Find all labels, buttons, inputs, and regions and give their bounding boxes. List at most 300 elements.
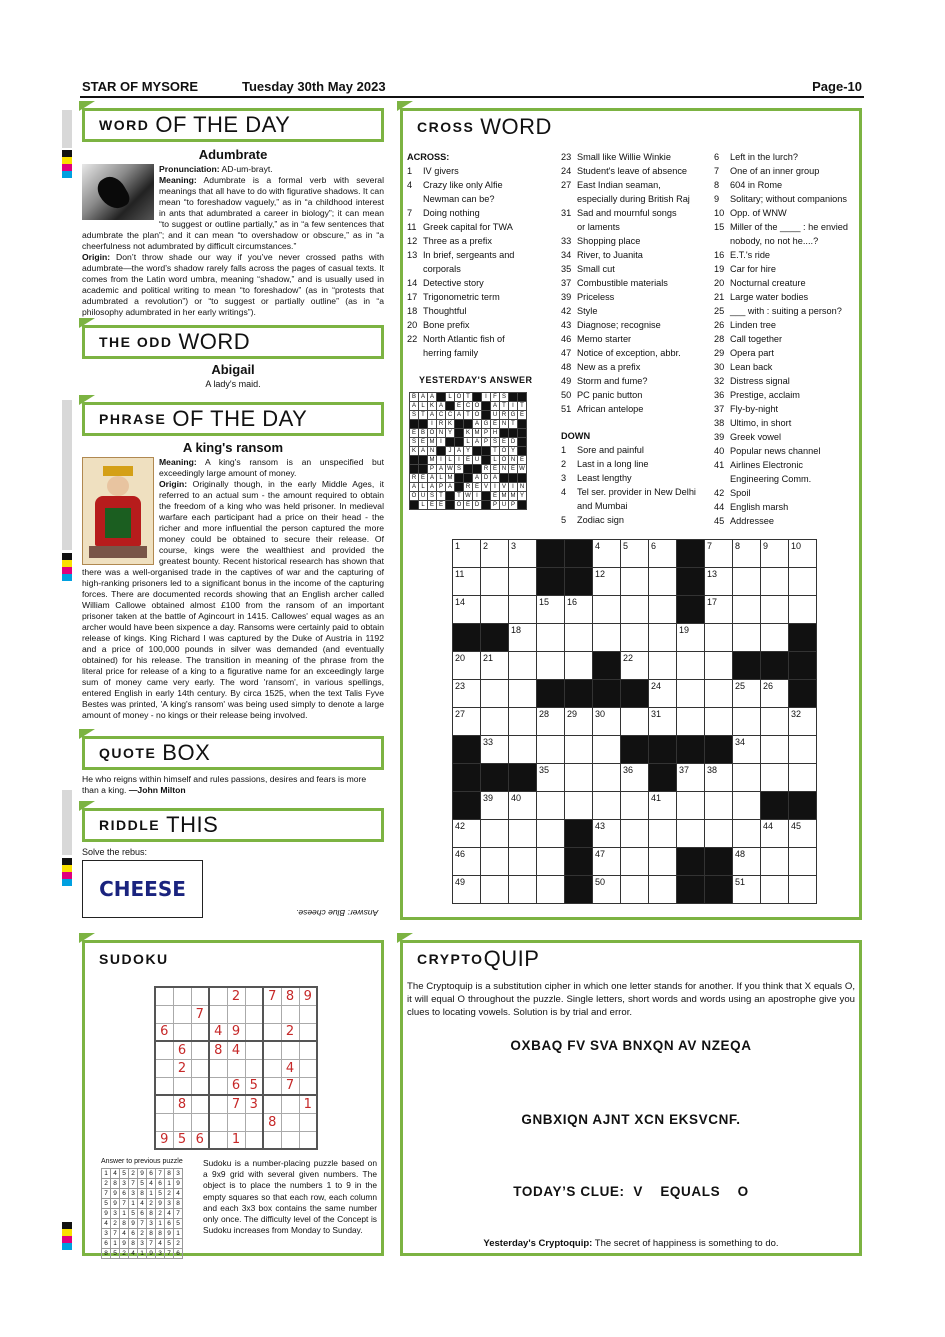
sudoku-cell[interactable]: 4 xyxy=(227,1041,245,1059)
sudoku-cell[interactable] xyxy=(299,1041,317,1059)
sudoku-cell[interactable] xyxy=(299,1005,317,1023)
sudoku-cell[interactable]: 2 xyxy=(227,987,245,1005)
black-square xyxy=(455,474,464,483)
crossword-cell[interactable]: 20 xyxy=(453,652,481,680)
sudoku-cell[interactable] xyxy=(245,1131,263,1149)
crossword-cell[interactable] xyxy=(565,652,593,680)
crossword-cell[interactable]: 43 xyxy=(593,820,621,848)
answer-cell: I xyxy=(437,456,446,465)
cryptoquip-line-2: GNBXIQN AJNT XCN EKSVCNF. xyxy=(521,1112,741,1127)
answer-cell: Y xyxy=(464,447,473,456)
sudoku-cell[interactable]: 7 xyxy=(227,1095,245,1113)
crossword-cell[interactable]: 15 xyxy=(537,596,565,624)
crossword-clue: 32 Distress signal xyxy=(714,376,790,386)
crossword-cell[interactable] xyxy=(789,876,817,904)
crossword-cell[interactable] xyxy=(537,876,565,904)
sudoku-cell[interactable]: 9 xyxy=(155,1131,173,1149)
crossword-cell[interactable] xyxy=(481,568,509,596)
sudoku-cell[interactable] xyxy=(173,1113,191,1131)
crossword-cell[interactable]: 2 xyxy=(481,540,509,568)
down-clues-col3 xyxy=(714,150,859,528)
crossword-cell[interactable] xyxy=(705,708,733,736)
sudoku-cell[interactable] xyxy=(173,987,191,1005)
sudoku-cell[interactable] xyxy=(209,1077,227,1095)
crossword-cell[interactable] xyxy=(761,876,789,904)
answer-cell: N xyxy=(500,465,509,474)
crossword-cell[interactable] xyxy=(789,568,817,596)
crossword-cell[interactable]: 22 xyxy=(621,652,649,680)
answer-cell: O xyxy=(428,429,437,438)
crossword-cell[interactable]: 8 xyxy=(733,540,761,568)
crossword-cell[interactable] xyxy=(677,792,705,820)
sudoku-cell[interactable]: 6 xyxy=(173,1041,191,1059)
crossword-cell[interactable]: 24 xyxy=(649,680,677,708)
sudoku-answer-cell: 8 xyxy=(147,1209,156,1219)
crossword-cell[interactable] xyxy=(733,624,761,652)
crossword-clue: 29 Opera part xyxy=(714,348,774,358)
sudoku-cell[interactable]: 3 xyxy=(245,1095,263,1113)
answer-cell: E xyxy=(464,501,473,510)
crossword-cell[interactable] xyxy=(733,820,761,848)
crossword-cell[interactable] xyxy=(733,708,761,736)
crossword-cell[interactable] xyxy=(509,848,537,876)
sudoku-answer-cell: 9 xyxy=(156,1199,165,1209)
answer-cell: C xyxy=(464,402,473,411)
crossword-cell[interactable] xyxy=(565,624,593,652)
sudoku-cell[interactable]: 9 xyxy=(227,1023,245,1041)
crossword-cell[interactable]: 47 xyxy=(593,848,621,876)
sudoku-cell[interactable] xyxy=(191,1113,209,1131)
crossword-cell[interactable]: 34 xyxy=(733,736,761,764)
crossword-cell[interactable]: 35 xyxy=(537,764,565,792)
crossword-clue: 51 African antelope xyxy=(561,404,644,414)
sudoku-cell[interactable]: 6 xyxy=(227,1077,245,1095)
crossword-cell[interactable] xyxy=(481,820,509,848)
crossword-cell[interactable] xyxy=(537,624,565,652)
sudoku-cell[interactable]: 8 xyxy=(263,1113,281,1131)
crossword-cell[interactable]: 32 xyxy=(789,708,817,736)
crossword-cell[interactable] xyxy=(761,568,789,596)
crossword-cell[interactable]: 11 xyxy=(453,568,481,596)
black-square xyxy=(509,764,537,792)
crossword-cell[interactable] xyxy=(761,736,789,764)
crossword-cell[interactable] xyxy=(509,708,537,736)
crossword-cell[interactable] xyxy=(509,596,537,624)
crossword-cell[interactable] xyxy=(677,708,705,736)
black-square xyxy=(410,465,419,474)
crossword-cell[interactable] xyxy=(481,680,509,708)
sudoku-cell[interactable]: 5 xyxy=(173,1131,191,1149)
sudoku-answer-cell: 7 xyxy=(165,1249,174,1259)
sudoku-cell[interactable]: 7 xyxy=(281,1077,299,1095)
sudoku-cell[interactable]: 2 xyxy=(281,1023,299,1041)
sudoku-cell[interactable] xyxy=(281,1005,299,1023)
answer-cell: O xyxy=(500,447,509,456)
sudoku-cell[interactable] xyxy=(281,1131,299,1149)
sudoku-cell[interactable] xyxy=(209,1095,227,1113)
answer-cell: P xyxy=(482,429,491,438)
sudoku-cell[interactable] xyxy=(263,1023,281,1041)
sudoku-answer-cell: 4 xyxy=(165,1209,174,1219)
crossword-cell[interactable]: 3 xyxy=(509,540,537,568)
answer-cell: I xyxy=(455,456,464,465)
crossword-cell[interactable] xyxy=(509,680,537,708)
crossword-cell[interactable] xyxy=(649,596,677,624)
crossword-cell[interactable]: 16 xyxy=(565,596,593,624)
sudoku-cell[interactable] xyxy=(191,1077,209,1095)
crossword-cell[interactable]: 7 xyxy=(705,540,733,568)
answer-cell: A xyxy=(473,420,482,429)
crossword-cell[interactable] xyxy=(621,848,649,876)
crossword-cell[interactable] xyxy=(509,568,537,596)
crossword-cell[interactable]: 28 xyxy=(537,708,565,736)
crossword-cell[interactable] xyxy=(677,652,705,680)
crossword-cell[interactable]: 33 xyxy=(481,736,509,764)
crossword-cell[interactable] xyxy=(761,848,789,876)
crossword-cell[interactable] xyxy=(649,652,677,680)
crossword-cell[interactable]: 48 xyxy=(733,848,761,876)
crossword-clue: 7 Doing nothing xyxy=(407,208,480,218)
sudoku-cell[interactable]: 2 xyxy=(173,1059,191,1077)
black-square xyxy=(677,540,705,568)
crossword-cell[interactable] xyxy=(621,820,649,848)
sudoku-cell[interactable] xyxy=(155,1113,173,1131)
crossword-cell[interactable] xyxy=(481,596,509,624)
sudoku-answer-cell: 5 xyxy=(138,1179,147,1189)
crossword-grid[interactable] xyxy=(452,539,817,904)
crossword-cell[interactable] xyxy=(789,764,817,792)
sudoku-cell[interactable] xyxy=(191,1023,209,1041)
crossword-cell[interactable] xyxy=(733,568,761,596)
sudoku-cell[interactable] xyxy=(299,1131,317,1149)
crossword-cell[interactable]: 25 xyxy=(733,680,761,708)
crossword-cell[interactable] xyxy=(733,792,761,820)
black-square xyxy=(500,474,509,483)
crossword-cell[interactable]: 37 xyxy=(677,764,705,792)
black-square xyxy=(565,848,593,876)
crossword-cell[interactable]: 18 xyxy=(509,624,537,652)
sudoku-cell[interactable] xyxy=(191,1095,209,1113)
answer-cell: E xyxy=(518,411,527,420)
sudoku-answer-cell: 1 xyxy=(165,1179,174,1189)
crossword-cell[interactable] xyxy=(537,792,565,820)
sudoku-cell[interactable]: 8 xyxy=(281,987,299,1005)
sudoku-cell[interactable] xyxy=(227,1113,245,1131)
crossword-cell[interactable]: 9 xyxy=(761,540,789,568)
crossword-cell[interactable] xyxy=(649,876,677,904)
crossword-cell[interactable] xyxy=(481,708,509,736)
sudoku-cell[interactable]: 1 xyxy=(299,1095,317,1113)
crossword-cell[interactable]: 6 xyxy=(649,540,677,568)
black-square xyxy=(621,736,649,764)
sudoku-answer-cell: 5 xyxy=(102,1199,111,1209)
crossword-cell[interactable] xyxy=(649,568,677,596)
crossword-cell[interactable]: 23 xyxy=(453,680,481,708)
crossword-cell[interactable] xyxy=(565,764,593,792)
sudoku-cell[interactable] xyxy=(209,1059,227,1077)
crossword-cell[interactable] xyxy=(649,624,677,652)
sudoku-cell[interactable] xyxy=(209,1131,227,1149)
black-square xyxy=(565,820,593,848)
sudoku-cell[interactable] xyxy=(245,1041,263,1059)
crossword-cell[interactable] xyxy=(789,736,817,764)
sudoku-cell[interactable] xyxy=(155,1059,173,1077)
sudoku-cell[interactable] xyxy=(191,987,209,1005)
answer-cell: Y xyxy=(518,492,527,501)
crossword-cell[interactable]: 30 xyxy=(593,708,621,736)
sudoku-cell[interactable] xyxy=(281,1041,299,1059)
sudoku-cell[interactable] xyxy=(245,1023,263,1041)
sudoku-cell[interactable]: 9 xyxy=(299,987,317,1005)
crossword-cell[interactable] xyxy=(565,736,593,764)
sudoku-cell[interactable] xyxy=(245,1059,263,1077)
riddle-rebus: CHEESE xyxy=(82,860,203,918)
crossword-clue: 33 Shopping place xyxy=(561,236,641,246)
crossword-cell[interactable]: 10 xyxy=(789,540,817,568)
sudoku-answer-cell: 2 xyxy=(147,1199,156,1209)
black-square xyxy=(410,456,419,465)
sudoku-cell[interactable] xyxy=(173,1005,191,1023)
sudoku-cell[interactable] xyxy=(263,1059,281,1077)
crossword-cell[interactable] xyxy=(705,652,733,680)
crossword-cell[interactable] xyxy=(761,596,789,624)
black-square xyxy=(705,876,733,904)
sudoku-answer-cell: 6 xyxy=(129,1229,138,1239)
crossword-cell[interactable]: 36 xyxy=(621,764,649,792)
crossword-cell[interactable]: 41 xyxy=(649,792,677,820)
answer-cell: D xyxy=(473,501,482,510)
crossword-cell[interactable] xyxy=(509,736,537,764)
sudoku-cell[interactable] xyxy=(281,1095,299,1113)
sudoku-cell[interactable]: 6 xyxy=(155,1023,173,1041)
crossword-cell[interactable]: 42 xyxy=(453,820,481,848)
crossword-cell[interactable]: 50 xyxy=(593,876,621,904)
crossword-cell[interactable]: 19 xyxy=(677,624,705,652)
crossword-cell[interactable] xyxy=(537,652,565,680)
answer-cell: T xyxy=(491,447,500,456)
sudoku-cell[interactable]: 7 xyxy=(263,987,281,1005)
crossword-cell[interactable] xyxy=(705,680,733,708)
crossword-cell[interactable] xyxy=(593,764,621,792)
answer-cell: P xyxy=(437,483,446,492)
sudoku-cell[interactable] xyxy=(209,987,227,1005)
sudoku-cell[interactable] xyxy=(299,1113,317,1131)
sudoku-answer-title: Answer to previous puzzle xyxy=(101,1158,183,1165)
sudoku-cell[interactable] xyxy=(299,1059,317,1077)
sudoku-cell[interactable]: 8 xyxy=(173,1095,191,1113)
sudoku-answer-cell: 6 xyxy=(174,1249,183,1259)
answer-cell: E xyxy=(518,456,527,465)
crossword-cell[interactable] xyxy=(789,596,817,624)
crossword-cell[interactable] xyxy=(677,680,705,708)
crossword-cell[interactable]: 31 xyxy=(649,708,677,736)
crossword-cell[interactable] xyxy=(705,624,733,652)
crossword-cell[interactable] xyxy=(649,820,677,848)
sudoku-answer-cell: 5 xyxy=(129,1209,138,1219)
crossword-cell[interactable] xyxy=(509,652,537,680)
sudoku-cell[interactable] xyxy=(263,1041,281,1059)
crossword-cell[interactable]: 45 xyxy=(789,820,817,848)
crossword-cell[interactable] xyxy=(733,764,761,792)
crossword-cell[interactable]: 4 xyxy=(593,540,621,568)
sudoku-answer-cell: 8 xyxy=(138,1189,147,1199)
cryptoquip-clue: TODAY’S CLUE: V EQUALS O xyxy=(513,1184,749,1199)
answer-cell: V xyxy=(482,483,491,492)
crossword-cell[interactable] xyxy=(481,876,509,904)
sudoku-cell[interactable] xyxy=(245,1113,263,1131)
crossword-clue: 15 Miller of the ____ : he envied xyxy=(714,222,848,232)
sudoku-cell[interactable] xyxy=(155,1077,173,1095)
crossword-cell[interactable]: 39 xyxy=(481,792,509,820)
crossword-cell[interactable]: 27 xyxy=(453,708,481,736)
sudoku-cell[interactable] xyxy=(227,1005,245,1023)
quote-author: —John Milton xyxy=(128,785,186,795)
crossword-clue: 38 Ultimo, in short xyxy=(714,418,792,428)
sudoku-answer-cell: 6 xyxy=(147,1169,156,1179)
sudoku-answer-cell: 3 xyxy=(174,1169,183,1179)
crossword-cell[interactable]: 21 xyxy=(481,652,509,680)
sudoku-cell[interactable] xyxy=(155,1005,173,1023)
crossword-cell[interactable]: 46 xyxy=(453,848,481,876)
sudoku-answer-cell: 3 xyxy=(165,1199,174,1209)
sudoku-cell[interactable] xyxy=(263,1131,281,1149)
answer-cell: H xyxy=(491,429,500,438)
crossword-clue: 4 Tel ser. provider in New Delhi xyxy=(561,487,696,497)
crossword-cell[interactable]: 40 xyxy=(509,792,537,820)
crossword-clue: 28 Call together xyxy=(714,334,783,344)
sudoku-answer-cell: 2 xyxy=(138,1229,147,1239)
sudoku-answer-cell: 6 xyxy=(156,1179,165,1189)
sudoku-cell[interactable] xyxy=(209,1113,227,1131)
crossword-cell[interactable] xyxy=(621,624,649,652)
sudoku-cell[interactable] xyxy=(281,1113,299,1131)
sudoku-cell[interactable]: 4 xyxy=(209,1023,227,1041)
answer-cell: A xyxy=(428,474,437,483)
answer-cell: E xyxy=(410,429,419,438)
crossword-cell[interactable] xyxy=(621,568,649,596)
sudoku-cell[interactable] xyxy=(191,1059,209,1077)
crossword-cell[interactable] xyxy=(537,736,565,764)
answer-cell: L xyxy=(437,474,446,483)
crossword-cell[interactable] xyxy=(761,764,789,792)
crossword-cell[interactable]: 29 xyxy=(565,708,593,736)
sudoku-cell[interactable]: 7 xyxy=(191,1005,209,1023)
sudoku-cell[interactable] xyxy=(173,1077,191,1095)
sudoku-answer-cell: 1 xyxy=(129,1199,138,1209)
black-square xyxy=(473,393,482,402)
page-header xyxy=(80,78,864,98)
crossword-cell[interactable] xyxy=(705,792,733,820)
crossword-cell[interactable]: 5 xyxy=(621,540,649,568)
crossword-cell[interactable]: 13 xyxy=(705,568,733,596)
crossword-cell[interactable] xyxy=(761,624,789,652)
sudoku-cell[interactable] xyxy=(245,1005,263,1023)
crossword-cell[interactable] xyxy=(481,848,509,876)
sudoku-cell[interactable] xyxy=(227,1059,245,1077)
crossword-cell[interactable] xyxy=(621,596,649,624)
crossword-cell[interactable]: 1 xyxy=(453,540,481,568)
crossword-cell[interactable] xyxy=(761,708,789,736)
word-of-day-word: Adumbrate xyxy=(198,147,268,162)
crossword-cell[interactable]: 17 xyxy=(705,596,733,624)
crossword-cell[interactable] xyxy=(537,848,565,876)
black-square xyxy=(733,652,761,680)
crossword-cell[interactable] xyxy=(705,820,733,848)
sudoku-grid[interactable] xyxy=(154,986,318,1150)
crossword-cell[interactable]: 51 xyxy=(733,876,761,904)
sudoku-cell[interactable] xyxy=(245,987,263,1005)
crossword-cell[interactable] xyxy=(593,624,621,652)
crossword-cell[interactable] xyxy=(509,820,537,848)
black-square xyxy=(419,456,428,465)
crossword-clue: 10 Opp. of WNW xyxy=(714,208,787,218)
crossword-cell[interactable] xyxy=(509,876,537,904)
crossword-cell[interactable]: 26 xyxy=(761,680,789,708)
crossword-cell[interactable] xyxy=(621,708,649,736)
sudoku-cell[interactable] xyxy=(173,1023,191,1041)
sudoku-answer-cell: 9 xyxy=(138,1169,147,1179)
crossword-cell[interactable] xyxy=(733,596,761,624)
crossword-cell[interactable] xyxy=(621,792,649,820)
sudoku-cell[interactable]: 4 xyxy=(281,1059,299,1077)
crossword-clue: 44 English marsh xyxy=(714,502,789,512)
crossword-cell[interactable]: 14 xyxy=(453,596,481,624)
sudoku-answer-cell: 1 xyxy=(147,1189,156,1199)
crossword-cell[interactable] xyxy=(565,792,593,820)
crossword-cell[interactable] xyxy=(677,820,705,848)
sudoku-cell[interactable] xyxy=(263,1005,281,1023)
crossword-clue: 8 604 in Rome xyxy=(714,180,783,190)
crossword-cell[interactable]: 12 xyxy=(593,568,621,596)
answer-cell: Y xyxy=(446,429,455,438)
sudoku-cell[interactable] xyxy=(263,1077,281,1095)
sudoku-cell[interactable] xyxy=(209,1005,227,1023)
odd-word-meaning: A lady's maid. xyxy=(205,379,261,389)
crossword-cell[interactable] xyxy=(593,792,621,820)
crossword-clue: 21 Large water bodies xyxy=(714,292,809,302)
crossword-cell[interactable]: 49 xyxy=(453,876,481,904)
sudoku-cell[interactable] xyxy=(191,1041,209,1059)
crossword-cell[interactable] xyxy=(593,736,621,764)
crossword-cell[interactable] xyxy=(621,876,649,904)
crossword-cell[interactable]: 38 xyxy=(705,764,733,792)
crossword-cell[interactable] xyxy=(537,820,565,848)
sudoku-cell[interactable]: 8 xyxy=(209,1041,227,1059)
cryptoquip-yesterday: Yesterday's Cryptoquip: The secret of happiness is something to do. xyxy=(483,1238,779,1249)
crossword-cell[interactable] xyxy=(789,848,817,876)
sudoku-cell[interactable]: 6 xyxy=(191,1131,209,1149)
sudoku-answer-cell: 4 xyxy=(138,1199,147,1209)
answer-cell: E xyxy=(509,465,518,474)
crossword-cell[interactable]: 44 xyxy=(761,820,789,848)
crossword-clue: 42 Style xyxy=(561,306,598,316)
crossword-cell[interactable] xyxy=(593,596,621,624)
sudoku-cell[interactable] xyxy=(299,1077,317,1095)
sudoku-cell[interactable] xyxy=(155,987,173,1005)
sudoku-cell[interactable] xyxy=(263,1095,281,1113)
sudoku-cell[interactable]: 1 xyxy=(227,1131,245,1149)
sudoku-cell[interactable] xyxy=(155,1095,173,1113)
sudoku-cell[interactable] xyxy=(299,1023,317,1041)
black-square xyxy=(453,736,481,764)
sudoku-cell[interactable] xyxy=(155,1041,173,1059)
black-square xyxy=(789,792,817,820)
sudoku-answer-cell: 5 xyxy=(165,1239,174,1249)
crossword-cell[interactable] xyxy=(649,848,677,876)
sudoku-cell[interactable]: 5 xyxy=(245,1077,263,1095)
answer-cell: N xyxy=(518,483,527,492)
answer-cell: L xyxy=(446,393,455,402)
